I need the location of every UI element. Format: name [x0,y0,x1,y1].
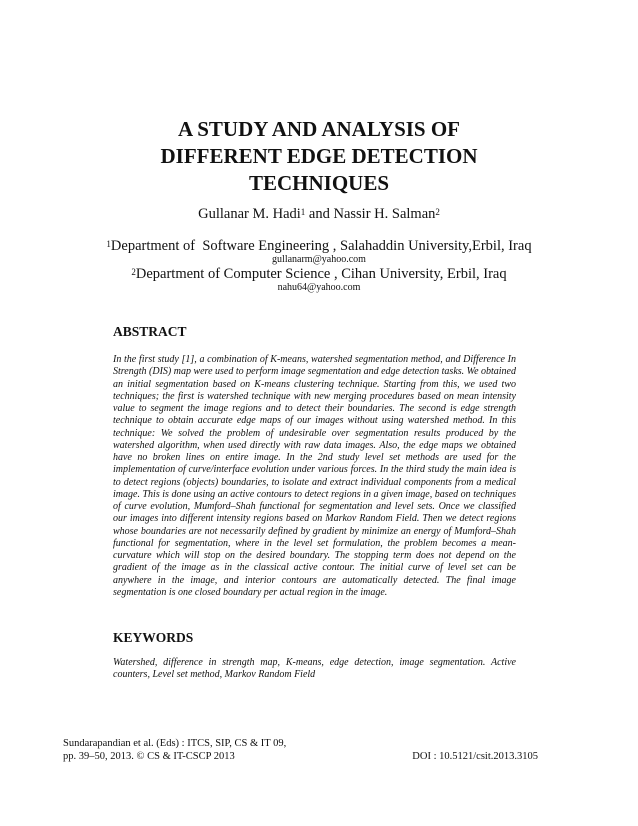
citation-line: pp. 39–50, 2013. © CS & IT-CSCP 2013 [63,751,235,762]
affiliation [0,237,638,255]
author-affiliation-mark: 1 [300,207,306,217]
footer-citation [63,737,286,763]
abstract-heading: ABSTRACT [113,324,187,339]
author-line [0,205,638,223]
paper-title [0,116,638,197]
affiliation [0,265,638,283]
title-line: A STUDY AND ANALYSIS OF [177,117,461,141]
affiliation-mark: 1 [106,239,111,249]
affiliation-text: Department of Software Engineering , Salahaddin University,Erbil, Iraq [110,238,532,254]
title-line: TECHNIQUES [248,171,390,195]
footer-doi: DOI : 10.5121/csit.2013.3105 [412,751,538,762]
affiliation-mark: 2 [131,267,136,277]
author-conjunction: and [305,206,334,222]
author-name: Gullanar M. Hadi [198,206,301,222]
affiliation-text: Department of Computer Science , Cihan University, Erbil, Iraq [135,266,507,282]
keywords-heading: KEYWORDS [113,630,194,645]
author-name: Nassir H. Salman [333,206,436,222]
keywords-text: Watershed, difference in strength map, K-means, edge detection, image segmentation. Active counters, Level set method, Markov Random Field [113,657,516,681]
author-email: nahu64@yahoo.com [277,282,361,293]
citation-line: Sundarapandian et al. (Eds) : ITCS, SIP, CS & IT 09, [63,738,287,749]
author-affiliation-mark: 2 [435,207,440,217]
abstract-text: In the first study [1], a combination of K-means, watershed segmentation method, and Difference In Strength (DIS) map were used to perform image segmentation and edge detection tasks. We obtained an initial segmentation based on K-means clustering technique. Starting from this, we used two techniques; the first is watershed technique with new merging procedures based on mean intensity value to segment the image regions and to detect their boundaries. The second is edge strength technique to obtain accurate edge maps of our images without using watershed method. In this technique: We solved the problem of undesirable over segmentation results produced by the watershed algorithm, when used directly with raw data images. Also, the edge maps we obtained have no broken lines on entire image. In the 2nd study level set methods are used for the implementation of curve/interface evolution under various forces. In the third study the main idea is to detect regions (objects) boundaries, to isolate and extract individual components from a medical image. This is done using an active contours to detect regions in a given image, based on techniques of curve evolution, Mumford–Shah functional for segmentation and level sets. Once we classified our images into different intensity regions based on Markov Random Field. Then we detect regions whose boundaries are not necessarily defined by gradient by minimize an energy of Mumford–Shah functional for segmentation, where in the level set formulation, the problem becomes a mean-curvature which will stop on the desired boundary. The stopping term does not depend on the gradient of the image as in the classical active contour. The initial curve of level set can be anywhere in the image, and interior contours are automatically detected. The final image segmentation is one closed boundary per actual region in the image. [113,354,516,598]
author-email: gullanarm@yahoo.com [272,254,366,265]
title-line: DIFFERENT EDGE DETECTION [160,144,478,168]
